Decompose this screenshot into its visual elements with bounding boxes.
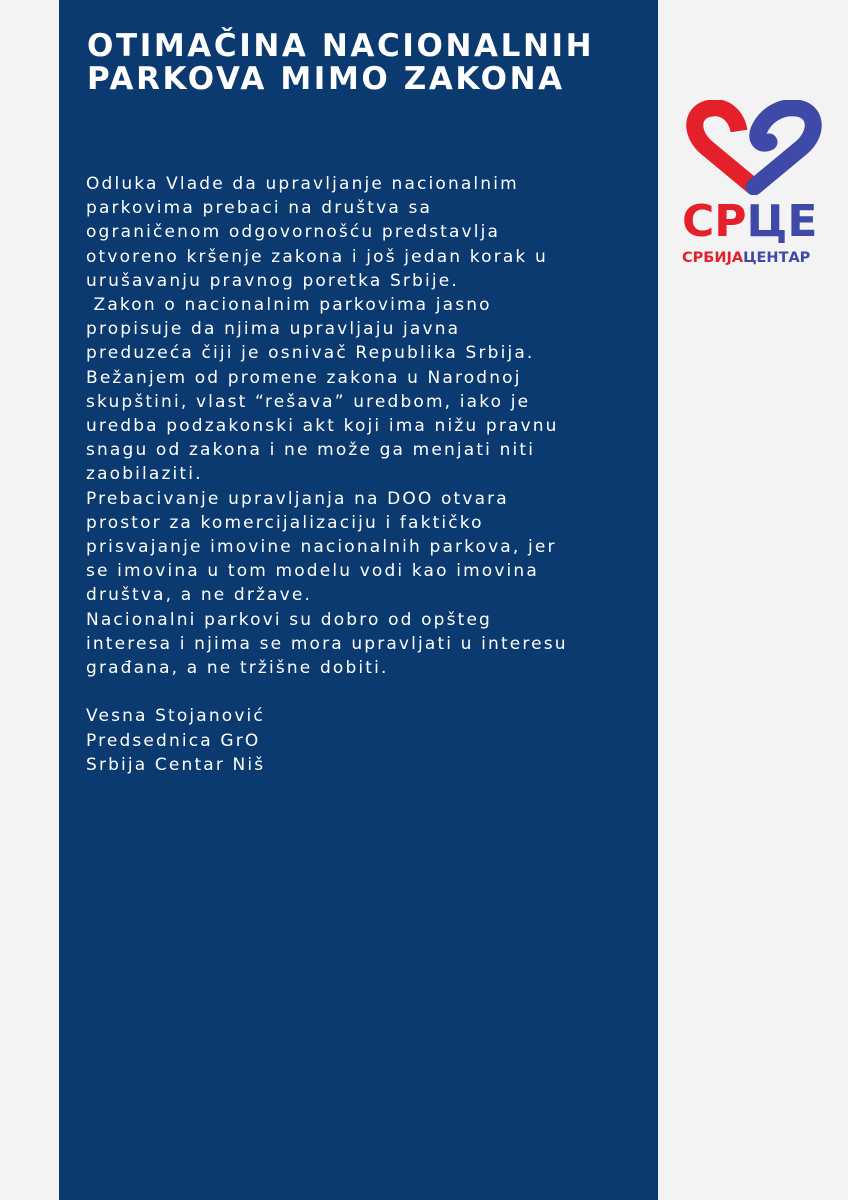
signature-name: Vesna Stojanović bbox=[86, 706, 265, 727]
body-line: društva, a ne države. bbox=[86, 585, 313, 606]
body-line: Zakon o nacionalnim parkovima jasno bbox=[86, 295, 492, 316]
body-line: Nacionalni parkovi su dobro od opšteg bbox=[86, 609, 492, 630]
body-line: otvoreno kršenje zakona i još jedan korak u bbox=[86, 246, 548, 267]
signature-role: Predsednica GrO bbox=[86, 730, 261, 751]
logo-wordmark-red: СР bbox=[682, 196, 747, 247]
logo-subtitle bbox=[682, 250, 832, 266]
body-line: snagu od zakona i ne može ga menjati niti bbox=[86, 440, 536, 461]
body-line: interesa i njima se mora upravljati u interesu bbox=[86, 633, 568, 654]
body-line: uredba podzakonski akt koji ima nižu pravnu bbox=[86, 416, 559, 437]
party-logo bbox=[679, 100, 829, 270]
body-line: propisuje da njima upravljaju javna bbox=[86, 319, 461, 340]
content-panel bbox=[59, 0, 658, 1200]
signature-organization: Srbija Centar Niš bbox=[86, 754, 266, 775]
body-line: skupštini, vlast “rešava” uredbom, iako je bbox=[86, 391, 531, 412]
body-line: Odluka Vlade da upravljanje nacionalnim bbox=[86, 174, 519, 194]
logo-wordmark-blue: ЦЕ bbox=[746, 196, 818, 247]
body-line: prostor za komercijalizaciju i faktičko bbox=[86, 512, 484, 533]
body-line: Prebacivanje upravljanja na DOO otvara bbox=[86, 488, 509, 509]
body-line: ograničenom odgovornošću predstavlja bbox=[86, 222, 501, 243]
body-line: zaobilaziti. bbox=[86, 464, 203, 485]
body-line: urušavanju pravnog poretka Srbije. bbox=[86, 270, 459, 291]
logo-subtitle-red: СРБИЈА bbox=[682, 250, 744, 266]
heart-icon bbox=[679, 100, 829, 195]
body-line: preduzeća čiji je osnivač Republika Srbija. bbox=[86, 343, 535, 364]
logo-wordmark bbox=[682, 198, 828, 246]
article-title bbox=[87, 30, 647, 96]
title-line: PARKOVA MIMO ZAKONA bbox=[87, 61, 565, 97]
body-line: Bežanjem od promene zakona u Narodnoj bbox=[86, 367, 522, 388]
article-body bbox=[86, 172, 646, 777]
body-line: se imovina u tom modelu vodi kao imovina bbox=[86, 561, 539, 582]
title-line: OTIMAČINA NACIONALNIH bbox=[87, 28, 595, 64]
body-line: građana, a ne tržišne dobiti. bbox=[86, 658, 389, 679]
body-line: prisvajanje imovine nacionalnih parkova, jer bbox=[86, 537, 557, 558]
paragraph-gap bbox=[86, 680, 646, 704]
body-line: parkovima prebaci na društva sa bbox=[86, 198, 433, 219]
logo-subtitle-blue: ЦЕНТАР bbox=[743, 250, 811, 266]
